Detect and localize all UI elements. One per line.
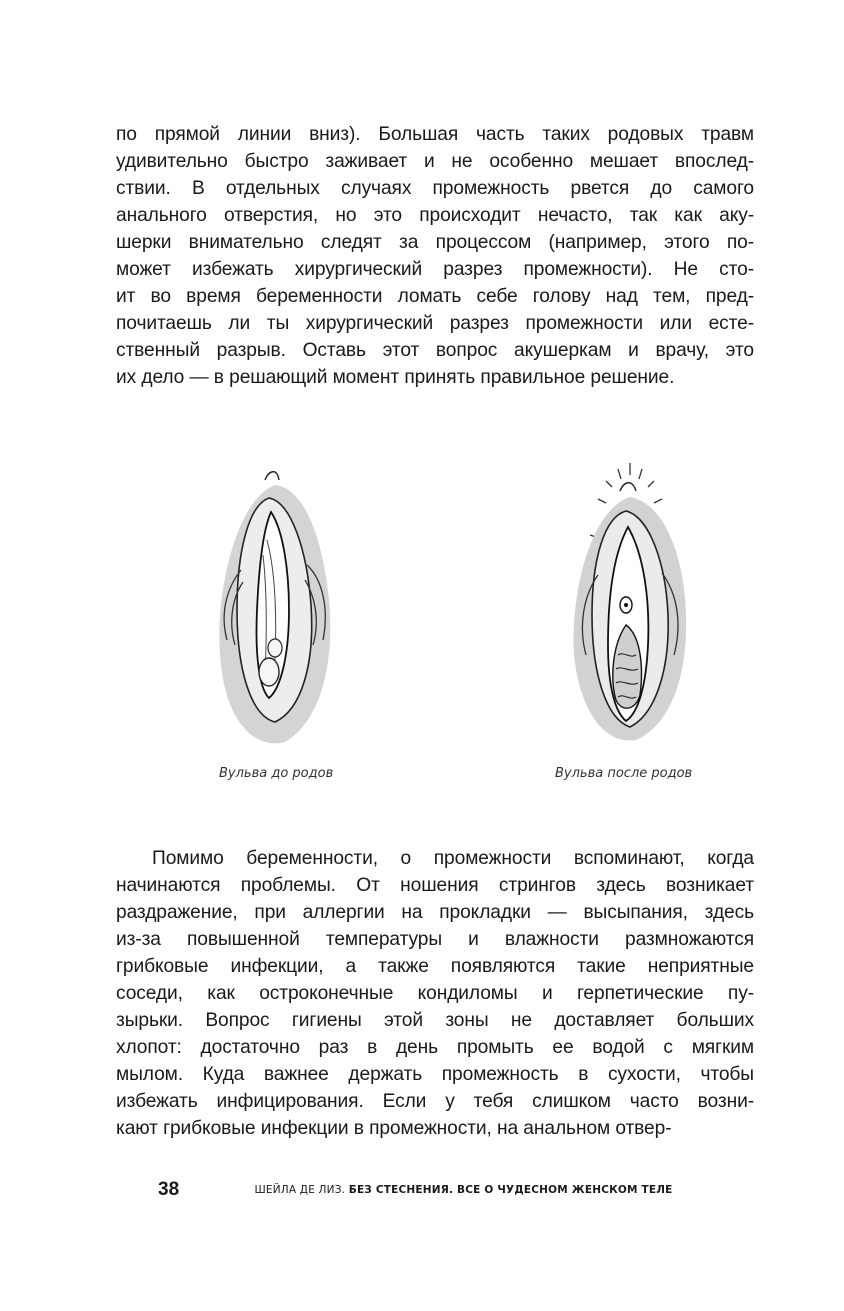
figure-caption-after: Вульва после родов: [555, 766, 693, 781]
running-head-book-title: БЕЗ СТЕСНЕНИЯ. ВСЕ О ЧУДЕСНОМ ЖЕНСКОМ ТЕЛЕ: [348, 1184, 673, 1196]
paragraph-1: [116, 121, 754, 391]
text-line: ит во время беременности ломать себе голову над тем, пред-: [116, 286, 754, 307]
text-line: соседи, как остроконечные кондиломы и герпетические пу-: [116, 983, 754, 1004]
text-line: ственный разрыв. Оставь этот вопрос акушеркам и врачу, это: [116, 340, 754, 361]
text-line: почитаешь ли ты хирургический разрез промежности или есте-: [116, 313, 754, 334]
figure-caption-before: Вульва до родов: [219, 766, 334, 781]
text-line: из-за повышенной температуры и влажности размножаются: [116, 929, 754, 950]
illustration-vulva-before-birth: [205, 460, 345, 750]
text-line: хлопот: достаточно раз в день промыть ее водой с мягким: [116, 1037, 754, 1058]
text-line: ствии. В отдельных случаях промежность рвется до самого: [116, 178, 754, 199]
text-line: начинаются проблемы. От ношения стрингов здесь возникает: [116, 875, 754, 896]
running-head: [254, 1184, 672, 1196]
text-line: по прямой линии вниз). Большая часть таких родовых травм: [116, 124, 754, 145]
text-line: анального отверстия, но это происходит нечасто, так как аку-: [116, 205, 754, 226]
page-footer: [158, 1179, 673, 1201]
page-number: 38: [158, 1179, 180, 1200]
text-line: Помимо беременности, о промежности вспоминают, когда: [152, 848, 754, 869]
text-line: их дело — в решающий момент принять правильное решение.: [116, 367, 675, 388]
text-line: может избежать хирургический разрез промежности). Не сто-: [116, 259, 754, 280]
text-line: зырьки. Вопрос гигиены этой зоны не доставляет больших: [116, 1010, 754, 1031]
text-line: шерки внимательно следят за процессом (например, этого по-: [116, 232, 754, 253]
text-line: кают грибковые инфекции в промежности, на анальном отвер-: [116, 1118, 672, 1139]
text-line: удивительно быстро заживает и не особенно мешает впослед-: [116, 151, 754, 172]
text-line: мылом. Куда важнее держать промежность в сухости, чтобы: [116, 1064, 754, 1085]
illustration-vulva-after-birth: [560, 455, 700, 750]
paragraph-2: [116, 845, 754, 1142]
running-head-author: ШЕЙЛА ДЕ ЛИЗ.: [254, 1184, 346, 1196]
text-line: раздражение, при аллергии на прокладки — высыпания, здесь: [116, 902, 754, 923]
text-line: грибковые инфекции, а также появляются такие неприятные: [116, 956, 754, 977]
text-line: избежать инфицирования. Если у тебя слишком часто возни-: [116, 1091, 754, 1112]
